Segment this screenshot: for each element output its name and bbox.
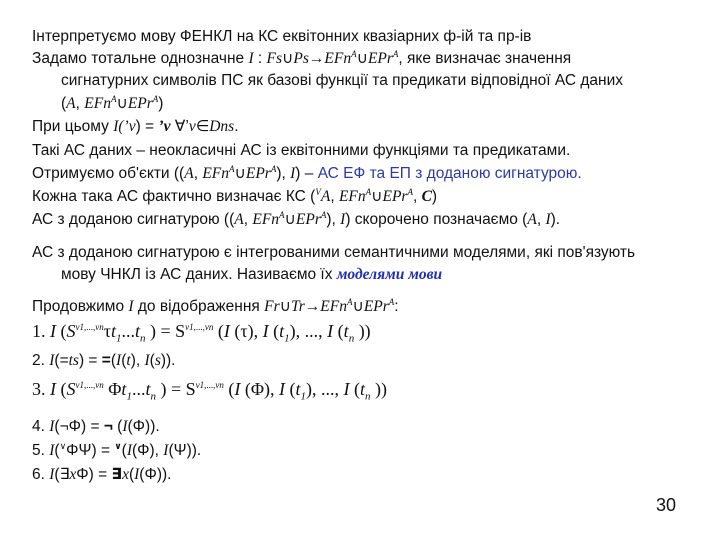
- subscript: n: [150, 390, 156, 403]
- subscript: 1: [284, 332, 290, 345]
- symbol: A: [527, 211, 537, 228]
- superscript: A: [407, 186, 413, 197]
- symbol: I: [340, 211, 346, 228]
- text: Інтерпретуємо мову ФЕНКЛ на КС еквітонних квазіарних ф-ій та пр-ів: [32, 28, 532, 45]
- superscript: A: [320, 209, 327, 220]
- symbol: I: [144, 352, 150, 369]
- text: ): [158, 95, 164, 112]
- symbol: I: [49, 466, 55, 483]
- union-symbol: ∪: [284, 211, 296, 228]
- text: Такі АС даних – неокласичні АС із еквітонними функціями та предикатами.: [32, 142, 571, 159]
- symbol: C: [421, 188, 432, 205]
- symbol: I: [126, 442, 132, 459]
- union-symbol: ∪: [352, 298, 364, 315]
- symbol: I: [279, 379, 286, 399]
- text: Кожна така АС фактично визначає КС (: [32, 188, 316, 205]
- symbol: EFn: [338, 188, 366, 205]
- superscript: A: [351, 48, 357, 59]
- negation-symbol: ¬: [103, 418, 113, 435]
- symbol: EFn: [324, 50, 352, 67]
- superscript: v: [75, 380, 80, 390]
- text: (: [333, 321, 344, 341]
- symbol: x: [69, 466, 77, 483]
- symbol: Ps: [293, 50, 309, 67]
- disjunction-symbol: ∨: [59, 440, 67, 451]
- text-line-11: [61, 264, 442, 286]
- text: (τ),: [229, 321, 263, 341]
- text: )): [370, 379, 388, 399]
- text: (¬Φ) =: [54, 418, 104, 435]
- symbol: I: [545, 211, 551, 228]
- text-line-1: [32, 26, 531, 48]
- superscript: v: [75, 322, 80, 332]
- superscript: ,...,: [84, 322, 96, 332]
- union-symbol: ∪: [371, 188, 383, 205]
- text-line-4: [61, 93, 163, 115]
- symbol: (’: [118, 118, 129, 135]
- text-line-9: [32, 209, 560, 231]
- text: (Φ),: [131, 442, 164, 459]
- symbol: t: [343, 321, 349, 341]
- superscript: A: [365, 186, 372, 197]
- text-line-8: [32, 186, 437, 208]
- page-number: 30: [655, 495, 676, 515]
- text: (: [349, 379, 361, 399]
- superscript: A: [392, 48, 399, 59]
- text: 6.: [32, 466, 50, 483]
- arrow-symbol: →: [308, 50, 325, 67]
- symbol: t: [126, 352, 131, 369]
- text: ,: [330, 188, 339, 205]
- superscript: V: [315, 186, 321, 197]
- text: 1.: [32, 321, 50, 341]
- text: (=: [54, 352, 69, 369]
- text: ,: [75, 95, 85, 112]
- superscript: n: [208, 322, 214, 332]
- text-line-7: [32, 163, 582, 185]
- symbol: I: [128, 298, 134, 315]
- symbol: I: [223, 321, 230, 341]
- text: 5.: [32, 442, 50, 459]
- symbol: Φ: [103, 379, 122, 399]
- symbol: I: [234, 379, 241, 399]
- text: сигнатурних символів ПС як базові функції та предикати відповідної АС даних: [61, 72, 624, 89]
- text: (: [56, 379, 67, 399]
- disjunction-symbol: ∨: [114, 440, 122, 451]
- superscript: v: [95, 322, 100, 332]
- symbol: I: [50, 379, 56, 399]
- equality-symbol: =: [101, 352, 111, 369]
- text: )): [354, 321, 371, 341]
- symbol: EPr: [295, 211, 321, 228]
- element-symbol: ∈: [195, 118, 210, 135]
- text-line-10: [32, 242, 635, 264]
- text: (: [223, 379, 235, 399]
- symbol: t: [110, 321, 116, 341]
- formula-1: [32, 318, 371, 344]
- text: При цьому: [32, 118, 114, 135]
- symbol: I: [49, 442, 55, 459]
- text: , яке визначає значення: [398, 50, 572, 67]
- symbol: EFn: [84, 95, 111, 112]
- text: (: [128, 466, 135, 483]
- text: ), ...,: [306, 379, 344, 399]
- text: ,: [412, 188, 422, 205]
- superscript: n: [99, 322, 104, 332]
- text: Задамо тотальне однозначне: [32, 50, 249, 67]
- symbol: I: [116, 352, 122, 369]
- text: .: [234, 118, 239, 135]
- superscript: 1: [79, 322, 84, 332]
- text-line-5: [32, 116, 239, 138]
- symbol: t: [360, 379, 366, 399]
- symbol: I: [49, 418, 55, 435]
- text: ...: [131, 379, 146, 399]
- subscript: 1: [126, 390, 132, 403]
- text: ),: [326, 211, 341, 228]
- text: :: [253, 50, 267, 67]
- symbol: t: [279, 321, 285, 341]
- symbol: I: [113, 118, 119, 135]
- text: ) = S: [145, 321, 186, 341]
- symbol: I: [248, 50, 254, 67]
- text: =: [140, 118, 159, 135]
- symbol: EPr: [245, 165, 271, 182]
- text: (: [110, 352, 117, 369]
- symbol: t: [295, 379, 301, 399]
- text: ,: [243, 211, 253, 228]
- text: ...: [121, 321, 135, 341]
- symbol: I: [327, 321, 334, 341]
- superscript: ,...,: [204, 380, 216, 390]
- union-symbol: ∪: [279, 298, 291, 315]
- superscript: A: [388, 296, 395, 307]
- text: 3.: [32, 379, 50, 399]
- symbol: Dns: [209, 118, 235, 135]
- symbol: t: [121, 379, 127, 399]
- superscript: v: [185, 322, 190, 332]
- union-symbol: ∪: [234, 165, 246, 182]
- symbol: EPr: [363, 298, 389, 315]
- superscript: A: [229, 163, 235, 174]
- symbol: Fs: [266, 50, 283, 67]
- text: ),: [130, 352, 145, 369]
- text-line-2: [32, 48, 571, 70]
- symbol: A: [234, 211, 244, 228]
- text: ): [431, 188, 438, 205]
- symbol: v: [188, 118, 196, 135]
- symbol: I: [134, 466, 140, 483]
- symbol: I: [163, 442, 169, 459]
- subscript: n: [348, 332, 355, 345]
- formula-5: [32, 440, 201, 462]
- superscript: 1: [79, 380, 84, 390]
- text: (: [56, 321, 67, 341]
- text: (: [268, 321, 280, 341]
- text: Φ) =: [76, 466, 112, 483]
- symbol: ts: [68, 352, 79, 369]
- symbol: I: [262, 321, 269, 341]
- superscript: A: [152, 93, 159, 104]
- text: (: [112, 418, 123, 435]
- text: (: [149, 352, 155, 369]
- symbol: A: [184, 165, 194, 182]
- symbol: s: [154, 352, 161, 369]
- highlighted-term: моделями мови: [336, 266, 443, 283]
- superscript: A: [279, 209, 285, 220]
- superscript: v: [195, 380, 200, 390]
- union-symbol: ∪: [356, 50, 368, 67]
- superscript: 1: [199, 380, 205, 390]
- text: ) –: [295, 165, 318, 182]
- symbol: I: [49, 352, 55, 369]
- text: ): [135, 118, 141, 135]
- text: АС з доданою сигнатурою є інтегрованими семантичними моделями, які пов'язують: [32, 244, 636, 261]
- text: (: [61, 95, 67, 112]
- subscript: n: [140, 332, 146, 345]
- symbol: A: [320, 188, 331, 205]
- text: ).: [550, 211, 561, 228]
- text: Продовжимо: [32, 298, 129, 315]
- symbol: EPr: [382, 188, 408, 205]
- text: ), ...,: [289, 321, 328, 341]
- symbol: S: [66, 321, 76, 341]
- text: (Φ)).: [127, 418, 160, 435]
- text-line-3: [61, 70, 623, 92]
- superscript: n: [219, 380, 224, 390]
- symbol: I: [343, 379, 350, 399]
- text: (: [121, 352, 127, 369]
- symbol: EFn: [320, 298, 347, 315]
- symbol: I: [50, 321, 56, 341]
- symbol: t: [145, 379, 151, 399]
- text: Отримуємо об'єкти ((: [32, 165, 185, 182]
- text: (: [213, 321, 224, 341]
- symbol: τ: [103, 321, 111, 341]
- union-symbol: ∪: [116, 95, 128, 112]
- text: АС з доданою сигнатурою ((: [32, 211, 235, 228]
- symbol: EFn: [252, 211, 280, 228]
- symbol: I: [122, 418, 128, 435]
- forall-symbol: ∀’: [170, 118, 189, 135]
- symbol: I: [290, 165, 296, 182]
- symbol: EPr: [127, 95, 153, 112]
- text: до відображення: [133, 298, 265, 315]
- symbol: x: [122, 466, 129, 483]
- text: мову ЧНКЛ із АС даних. Називаємо їх: [61, 266, 337, 283]
- superscript: 1: [189, 322, 194, 332]
- formula-2: [32, 350, 176, 372]
- text: (Φ)).: [139, 466, 172, 483]
- symbol: Tr: [290, 298, 305, 315]
- text: )).: [160, 352, 176, 369]
- text: (∃: [54, 466, 70, 483]
- text: ,: [536, 211, 546, 228]
- text: ),: [276, 165, 291, 182]
- text: (: [121, 442, 127, 459]
- superscript: v: [204, 322, 209, 332]
- symbol: S: [66, 379, 76, 399]
- subscript: n: [365, 390, 371, 403]
- superscript: A: [346, 296, 353, 307]
- union-symbol: ∪: [282, 50, 294, 67]
- superscript: v: [215, 380, 220, 390]
- symbol: A: [66, 95, 76, 112]
- formula-3: [32, 376, 387, 402]
- symbol: EPr: [367, 50, 393, 67]
- superscript: v: [95, 380, 100, 390]
- text: (Φ),: [240, 379, 280, 399]
- text: (Ψ)).: [168, 442, 202, 459]
- highlighted-text: АС ЕФ та ЕП з доданою сигнатурою.: [317, 165, 582, 182]
- text: ) =: [78, 352, 102, 369]
- text: :: [394, 298, 399, 315]
- text: ,: [193, 165, 203, 182]
- arrow-symbol: →: [304, 298, 321, 315]
- symbol: t: [135, 321, 141, 341]
- text: ΦΨ) =: [66, 442, 115, 459]
- text: 2.: [32, 352, 50, 369]
- superscript: A: [110, 93, 117, 104]
- symbol: v: [128, 118, 136, 135]
- text-line-6: [32, 140, 570, 162]
- text: 4.: [32, 418, 50, 435]
- text: (: [285, 379, 296, 399]
- symbol: Fr: [264, 298, 280, 315]
- text: ) = S: [155, 379, 196, 399]
- subscript: 1: [300, 390, 307, 403]
- text: (: [54, 442, 60, 459]
- superscript: ,...,: [84, 380, 96, 390]
- symbol: ’v: [158, 118, 171, 135]
- text-line-12: [32, 296, 399, 318]
- subscript: 1: [116, 332, 122, 345]
- formula-4: [32, 416, 160, 438]
- symbol: EFn: [202, 165, 229, 182]
- superscript: n: [99, 380, 104, 390]
- exists-symbol: ∃: [111, 466, 123, 483]
- formula-6: [32, 464, 171, 486]
- superscript: A: [270, 163, 277, 174]
- text: ) скорочено позначаємо (: [345, 211, 528, 228]
- superscript: ,...,: [193, 322, 205, 332]
